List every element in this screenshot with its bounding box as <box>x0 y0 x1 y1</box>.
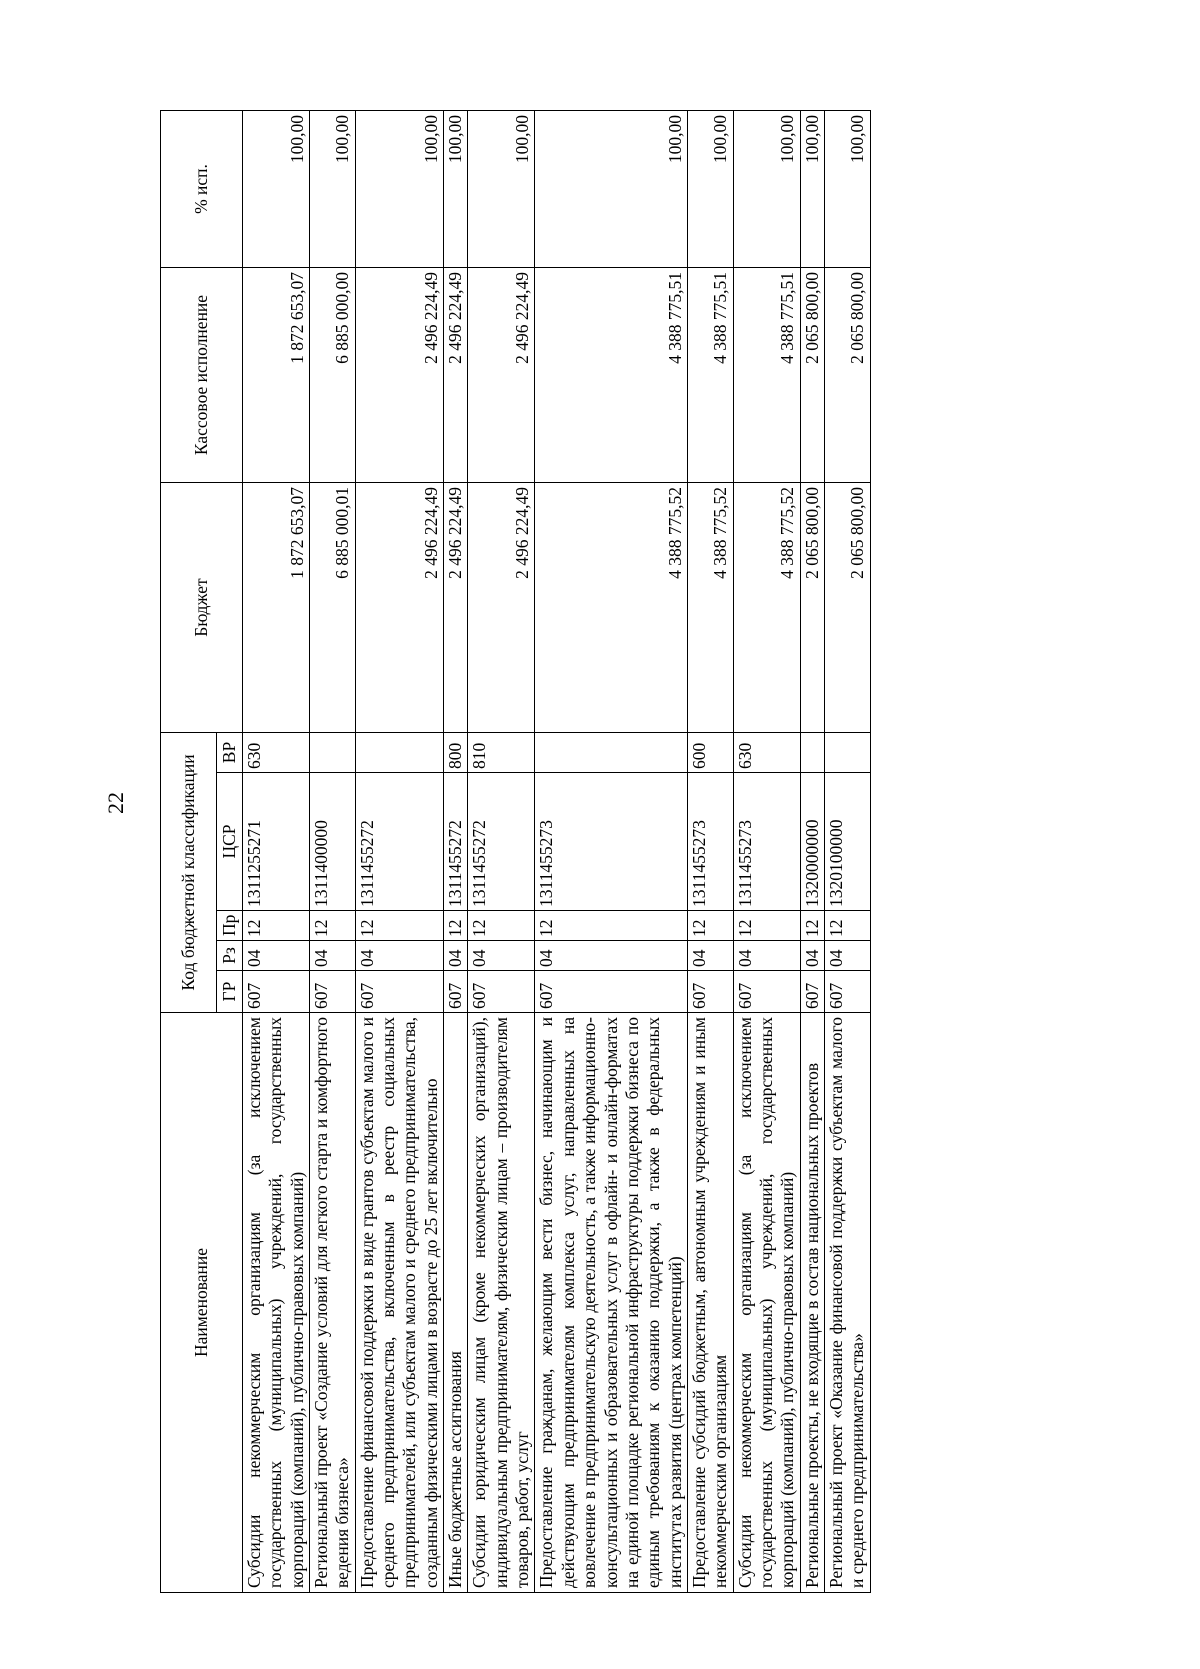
row-csr-cell: 1311455273 <box>687 773 733 911</box>
row-rz-cell: 04 <box>800 941 824 971</box>
row-csr-cell: 1320000000 <box>800 773 824 911</box>
row-pct-cell: 100,00 <box>310 111 356 268</box>
row-pct-cell: 100,00 <box>444 111 468 268</box>
row-name-cell: Субсидии юридическим лицам (кроме некоммерческих организаций), индивидуальным предпринимателям, физическим лицам – производителям товаров, работ, услуг <box>468 1013 535 1593</box>
header-cash: Кассовое исполнение <box>161 268 243 483</box>
row-rz-cell: 04 <box>355 941 443 971</box>
row-cash-cell: 2 496 224,49 <box>468 268 535 483</box>
budget-table-container <box>160 111 1050 1593</box>
header-pr: Пр <box>217 911 243 941</box>
table-body <box>243 111 871 1593</box>
row-gr-cell: 607 <box>310 971 356 1013</box>
header-pct: % исп. <box>161 111 243 268</box>
table-row <box>687 111 733 1593</box>
row-rz-cell: 04 <box>243 941 310 971</box>
row-name-cell: Предоставление финансовой поддержки в виде грантов субъектам малого и среднего предпринимательства, включенным в реестр социальных предпринимателей, или субъектам малого и среднего предпринимательства, созданным физическими лицами в возрасте до 25 лет включительно <box>355 1013 443 1593</box>
row-pct-cell: 100,00 <box>733 111 800 268</box>
row-budget-cell: 2 065 800,00 <box>800 483 824 733</box>
table-row <box>535 111 687 1593</box>
row-pr-cell: 12 <box>824 911 870 941</box>
row-vr-cell <box>535 733 687 773</box>
row-csr-cell: 1311455272 <box>355 773 443 911</box>
header-name: Наименование <box>161 1013 243 1593</box>
row-cash-cell: 4 388 775,51 <box>535 268 687 483</box>
row-vr-cell: 630 <box>243 733 310 773</box>
row-pr-cell: 12 <box>243 911 310 941</box>
row-csr-cell: 1311455272 <box>444 773 468 911</box>
row-pct-cell: 100,00 <box>687 111 733 268</box>
row-budget-cell: 6 885 000,01 <box>310 483 356 733</box>
row-csr-cell: 1311455272 <box>468 773 535 911</box>
row-vr-cell <box>310 733 356 773</box>
row-cash-cell: 6 885 000,00 <box>310 268 356 483</box>
header-vr: ВР <box>217 733 243 773</box>
row-csr-cell: 1320100000 <box>824 773 870 911</box>
row-pct-cell: 100,00 <box>468 111 535 268</box>
row-pr-cell: 12 <box>444 911 468 941</box>
row-pr-cell: 12 <box>535 911 687 941</box>
row-pct-cell: 100,00 <box>535 111 687 268</box>
row-pct-cell: 100,00 <box>355 111 443 268</box>
row-pr-cell: 12 <box>733 911 800 941</box>
row-budget-cell: 1 872 653,07 <box>243 483 310 733</box>
row-gr-cell: 607 <box>733 971 800 1013</box>
row-name-cell: Иные бюджетные ассигнования <box>444 1013 468 1593</box>
row-cash-cell: 2 065 800,00 <box>824 268 870 483</box>
row-cash-cell: 2 065 800,00 <box>800 268 824 483</box>
row-vr-cell <box>824 733 870 773</box>
row-pr-cell: 12 <box>468 911 535 941</box>
row-vr-cell: 810 <box>468 733 535 773</box>
row-gr-cell: 607 <box>243 971 310 1013</box>
row-gr-cell: 607 <box>824 971 870 1013</box>
row-csr-cell: 1311455273 <box>733 773 800 911</box>
row-vr-cell <box>800 733 824 773</box>
row-vr-cell: 600 <box>687 733 733 773</box>
row-rz-cell: 04 <box>310 941 356 971</box>
row-cash-cell: 2 496 224,49 <box>444 268 468 483</box>
row-gr-cell: 607 <box>800 971 824 1013</box>
table-row <box>824 111 870 1593</box>
row-name-cell: Субсидии некоммерческим организациям (за исключением государственных (муниципальных) учреждений, государственных корпораций (компаний), публично-правовых компаний) <box>733 1013 800 1593</box>
header-rz: Рз <box>217 941 243 971</box>
row-budget-cell: 2 496 224,49 <box>468 483 535 733</box>
row-csr-cell: 1311455273 <box>535 773 687 911</box>
row-csr-cell: 1311255271 <box>243 773 310 911</box>
row-gr-cell: 607 <box>468 971 535 1013</box>
row-name-cell: Предоставление гражданам, желающим вести бизнес, начинающим и действующим предпринимателям комплекса услуг, направленных на вовлечение в предпринимательскую деятельность, а также информационно-консультационных и образовательных услуг в офлайн- и онлайн-форматах на единой площадке региональной инфраструктуры поддержки бизнеса по единым требованиям к оказанию поддержки, а также в федеральных институтах развития (центрах компетенций) <box>535 1013 687 1593</box>
row-rz-cell: 04 <box>468 941 535 971</box>
row-gr-cell: 607 <box>355 971 443 1013</box>
row-name-cell: Региональный проект «Создание условий для легкого старта и комфортного ведения бизнеса» <box>310 1013 356 1593</box>
row-gr-cell: 607 <box>535 971 687 1013</box>
row-gr-cell: 607 <box>444 971 468 1013</box>
row-pr-cell: 12 <box>310 911 356 941</box>
row-rz-cell: 04 <box>444 941 468 971</box>
row-vr-cell: 800 <box>444 733 468 773</box>
header-gr: ГР <box>217 971 243 1013</box>
row-cash-cell: 2 496 224,49 <box>355 268 443 483</box>
row-rz-cell: 04 <box>687 941 733 971</box>
row-pct-cell: 100,00 <box>243 111 310 268</box>
row-cash-cell: 4 388 775,51 <box>687 268 733 483</box>
row-pr-cell: 12 <box>355 911 443 941</box>
row-vr-cell <box>355 733 443 773</box>
row-pct-cell: 100,00 <box>824 111 870 268</box>
table-row <box>444 111 468 1593</box>
header-code-group: Код бюджетной классификации <box>161 733 217 1013</box>
row-gr-cell: 607 <box>687 971 733 1013</box>
table-row <box>355 111 443 1593</box>
row-name-cell: Предоставление субсидий бюджетным, автономным учреждениям и иным некоммерческим организациям <box>687 1013 733 1593</box>
row-budget-cell: 2 065 800,00 <box>824 483 870 733</box>
row-cash-cell: 4 388 775,51 <box>733 268 800 483</box>
row-cash-cell: 1 872 653,07 <box>243 268 310 483</box>
header-csr: ЦСР <box>217 773 243 911</box>
row-csr-cell: 1311400000 <box>310 773 356 911</box>
row-rz-cell: 04 <box>733 941 800 971</box>
row-rz-cell: 04 <box>824 941 870 971</box>
row-budget-cell: 4 388 775,52 <box>733 483 800 733</box>
row-rz-cell: 04 <box>535 941 687 971</box>
row-name-cell: Региональный проект «Оказание финансовой поддержки субъектам малого и среднего предпринимательства» <box>824 1013 870 1593</box>
row-budget-cell: 2 496 224,49 <box>355 483 443 733</box>
page-number: 22 <box>103 792 128 814</box>
row-budget-cell: 2 496 224,49 <box>444 483 468 733</box>
table-row <box>243 111 310 1593</box>
row-budget-cell: 4 388 775,52 <box>535 483 687 733</box>
row-pr-cell: 12 <box>687 911 733 941</box>
table-row <box>468 111 535 1593</box>
header-budget: Бюджет <box>161 483 243 733</box>
budget-table <box>160 110 871 1593</box>
row-budget-cell: 4 388 775,52 <box>687 483 733 733</box>
row-name-cell: Субсидии некоммерческим организациям (за исключением государственных (муниципальных) учреждений, государственных корпораций (компаний), публично-правовых компаний) <box>243 1013 310 1593</box>
table-row <box>800 111 824 1593</box>
row-vr-cell: 630 <box>733 733 800 773</box>
table-row <box>310 111 356 1593</box>
row-pr-cell: 12 <box>800 911 824 941</box>
row-name-cell: Региональные проекты, не входящие в состав национальных проектов <box>800 1013 824 1593</box>
table-row <box>733 111 800 1593</box>
row-pct-cell: 100,00 <box>800 111 824 268</box>
